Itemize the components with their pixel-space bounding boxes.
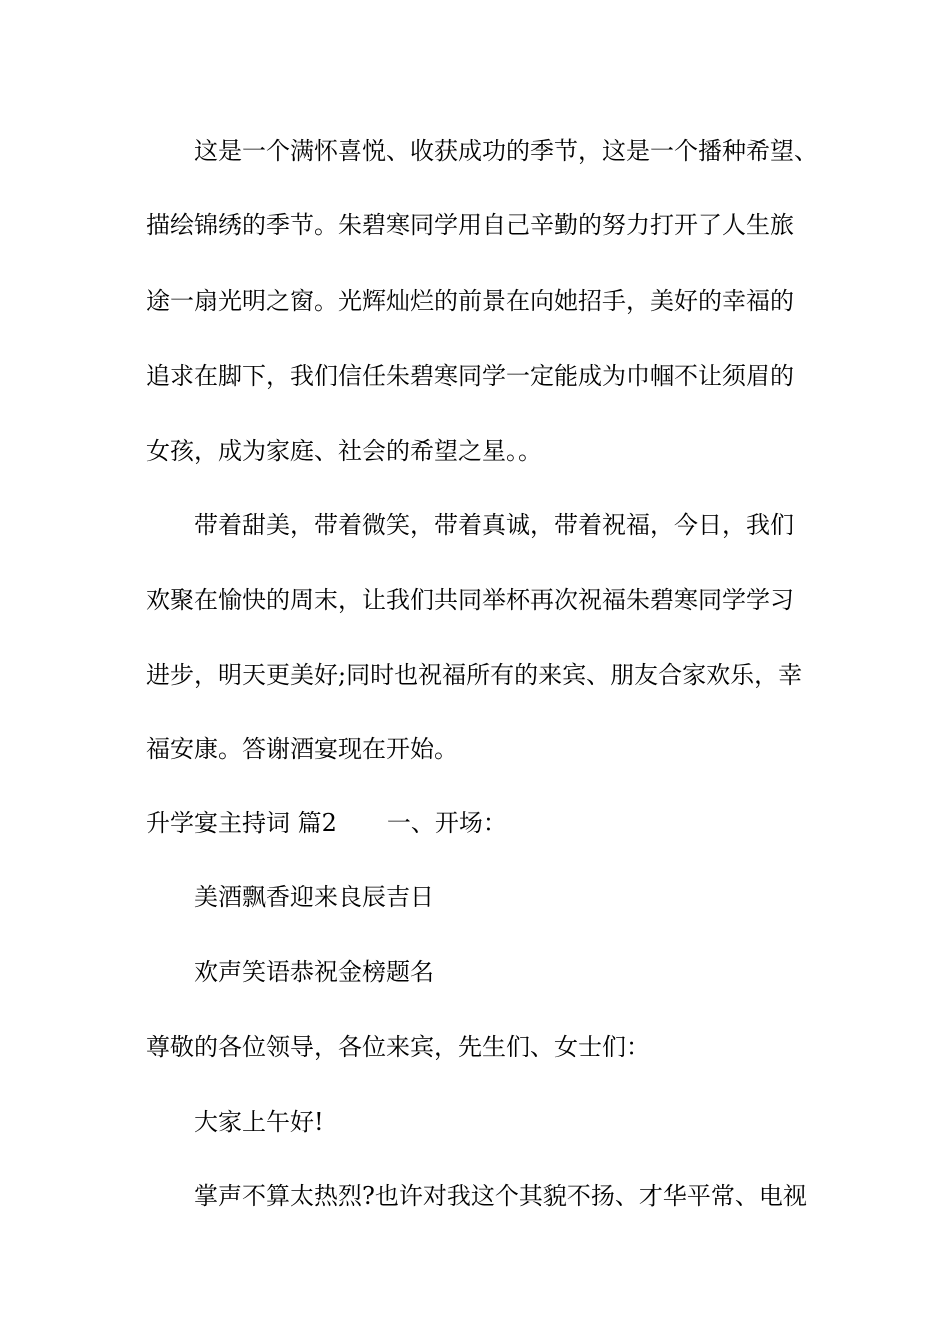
paragraph-1-line-3: 途一扇光明之窗。光辉灿烂的前景在向她招手，美好的幸福的 bbox=[146, 287, 794, 315]
paragraph-1-line-4: 追求在脚下，我们信任朱碧寒同学一定能成为巾帼不让须眉的 bbox=[146, 362, 794, 390]
section-heading bbox=[146, 808, 507, 838]
hello-line: 大家上午好! bbox=[194, 1108, 324, 1136]
applause-line: 掌声不算太热烈?也许对我这个其貌不扬、才华平常、电视 bbox=[194, 1182, 807, 1210]
paragraph-2-line-2: 欢聚在愉快的周末，让我们共同举杯再次祝福朱碧寒同学学习 bbox=[146, 586, 794, 614]
paragraph-2-line-3: 进步，明天更美好;同时也祝福所有的来宾、朋友合家欢乐，幸 bbox=[146, 661, 803, 689]
paragraph-1-line-2: 描绘锦绣的季节。朱碧寒同学用自己辛勤的努力打开了人生旅 bbox=[146, 211, 794, 239]
paragraph-2-line-4: 福安康。答谢酒宴现在开始。 bbox=[146, 735, 458, 763]
paragraph-2-line-1: 带着甜美，带着微笑，带着真诚，带着祝福，今日，我们 bbox=[194, 511, 794, 539]
section-subtitle: 一、开场： bbox=[386, 809, 507, 837]
verse-line-2: 欢声笑语恭祝金榜题名 bbox=[194, 958, 434, 986]
paragraph-1-line-1: 这是一个满怀喜悦、收获成功的季节，这是一个播种希望、 bbox=[194, 137, 818, 165]
greeting-line: 尊敬的各位领导，各位来宾，先生们、女士们： bbox=[146, 1033, 650, 1061]
paragraph-1-line-5: 女孩，成为家庭、社会的希望之星。。 bbox=[146, 437, 542, 465]
verse-line-1: 美酒飘香迎来良辰吉日 bbox=[194, 883, 434, 911]
section-title: 升学宴主持词 篇2 bbox=[146, 809, 337, 837]
